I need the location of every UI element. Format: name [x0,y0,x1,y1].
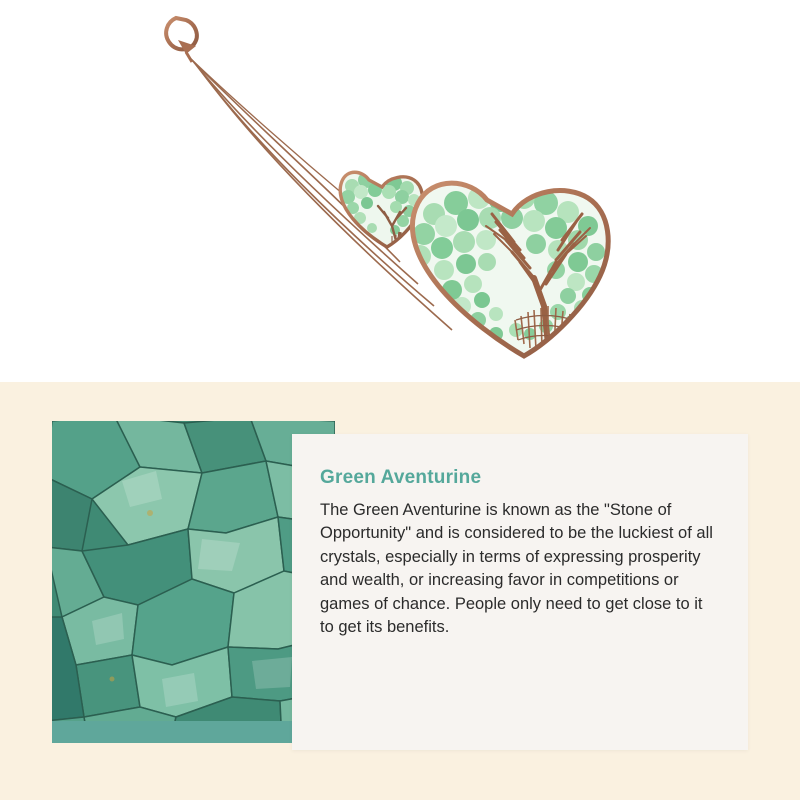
info-card [292,434,748,750]
large-heart-pendant [400,170,630,370]
lobster-clasp [166,18,197,62]
card-body-text: The Green Aventurine is known as the "Stone of Opportunity" and is considered to be the luckiest of all crystals, especially in terms of expressing prosperity and wealth, or increasing favor in competitions or games of chance. People only need to get close to it to get its benefits. [320,501,713,637]
jewelry-illustration [0,0,800,382]
card-title: Green Aventurine [320,467,482,488]
info-band [0,382,800,800]
product-photo-panel [0,0,800,382]
